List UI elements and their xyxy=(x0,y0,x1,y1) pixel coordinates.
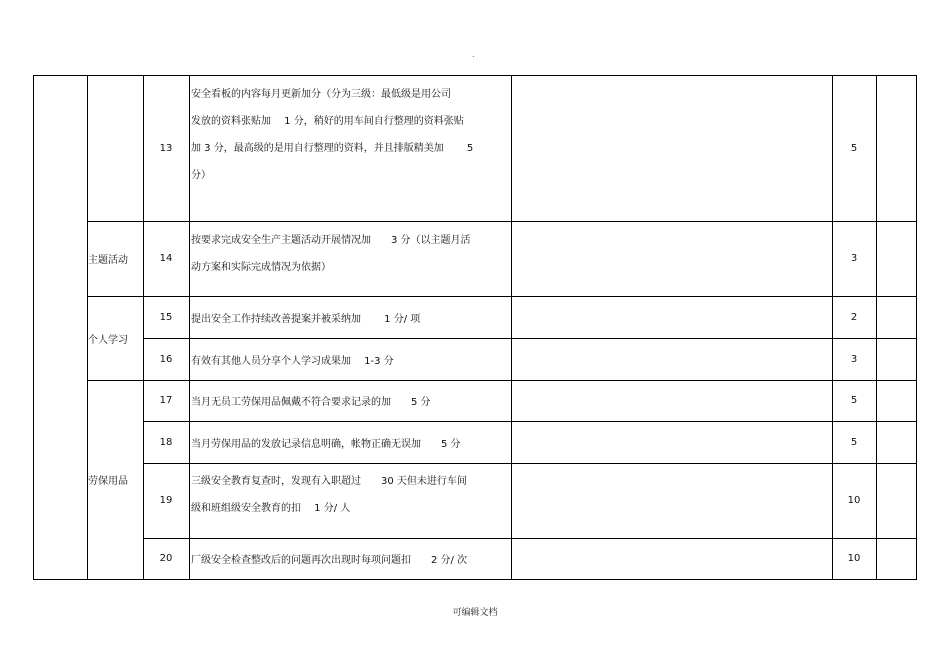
category-label: 主题活动 xyxy=(88,255,128,266)
row-description: 提出安全工作持续改善提案并被采纳加 1 分/ 项 xyxy=(191,313,421,325)
row-number: 16 xyxy=(159,353,173,365)
row-number: 20 xyxy=(159,553,173,564)
row-score: 10 xyxy=(847,495,861,506)
row-score: 10 xyxy=(847,553,861,564)
row-description: 当月无员工劳保用品佩戴不符合要求记录的加 5 分 xyxy=(191,397,431,408)
row-description: 三级安全教育复查时，发现有入职超过 30 天但未进行车间 级和班组级安全教育的扣 1 分/ 人 xyxy=(191,476,467,514)
row-number: 17 xyxy=(159,395,173,406)
row-score: 5 xyxy=(850,395,858,406)
row-score: 2 xyxy=(850,311,858,323)
row-description: 有效有其他人员分享个人学习成果加 1-3 分 xyxy=(191,355,394,367)
row-description: 当月劳保用品的发放记录信息明确，帐物正确无误加 5 分 xyxy=(191,438,461,450)
row-score: 3 xyxy=(850,353,858,365)
row-description: 按要求完成安全生产主题活动开展情况加 3 分（以主题月活 动方案和实际完成情况为依据） xyxy=(191,235,471,273)
category-theme-activity xyxy=(88,221,142,296)
row-score: 5 xyxy=(850,142,858,154)
page-footer: 可编辑文档 xyxy=(452,608,498,618)
row-description: 安全看板的内容每月更新加分（分为三级：最低级是用公司 发放的资料张贴加 1 分，稍好的用车间自行整理的资料张贴 加 3 分，最高级的是用自行整理的资料，并且排版精美加 5 分） xyxy=(191,89,474,181)
top-mark: . xyxy=(472,50,475,59)
row-number: 19 xyxy=(159,495,173,506)
category-label: 个人学习 xyxy=(88,334,128,346)
row-description: 厂级安全检查整改后的问题再次出现时每项问题扣 2 分/ 次 xyxy=(191,555,468,566)
category-ppe xyxy=(88,380,142,579)
category-label: 劳保用品 xyxy=(88,476,128,487)
row-number: 13 xyxy=(159,142,173,154)
category-personal-study xyxy=(88,296,142,380)
row-score: 5 xyxy=(850,436,858,448)
row-number: 18 xyxy=(159,436,173,448)
row-number: 15 xyxy=(159,311,173,323)
row-score: 3 xyxy=(850,253,858,264)
row-number: 14 xyxy=(159,253,173,264)
